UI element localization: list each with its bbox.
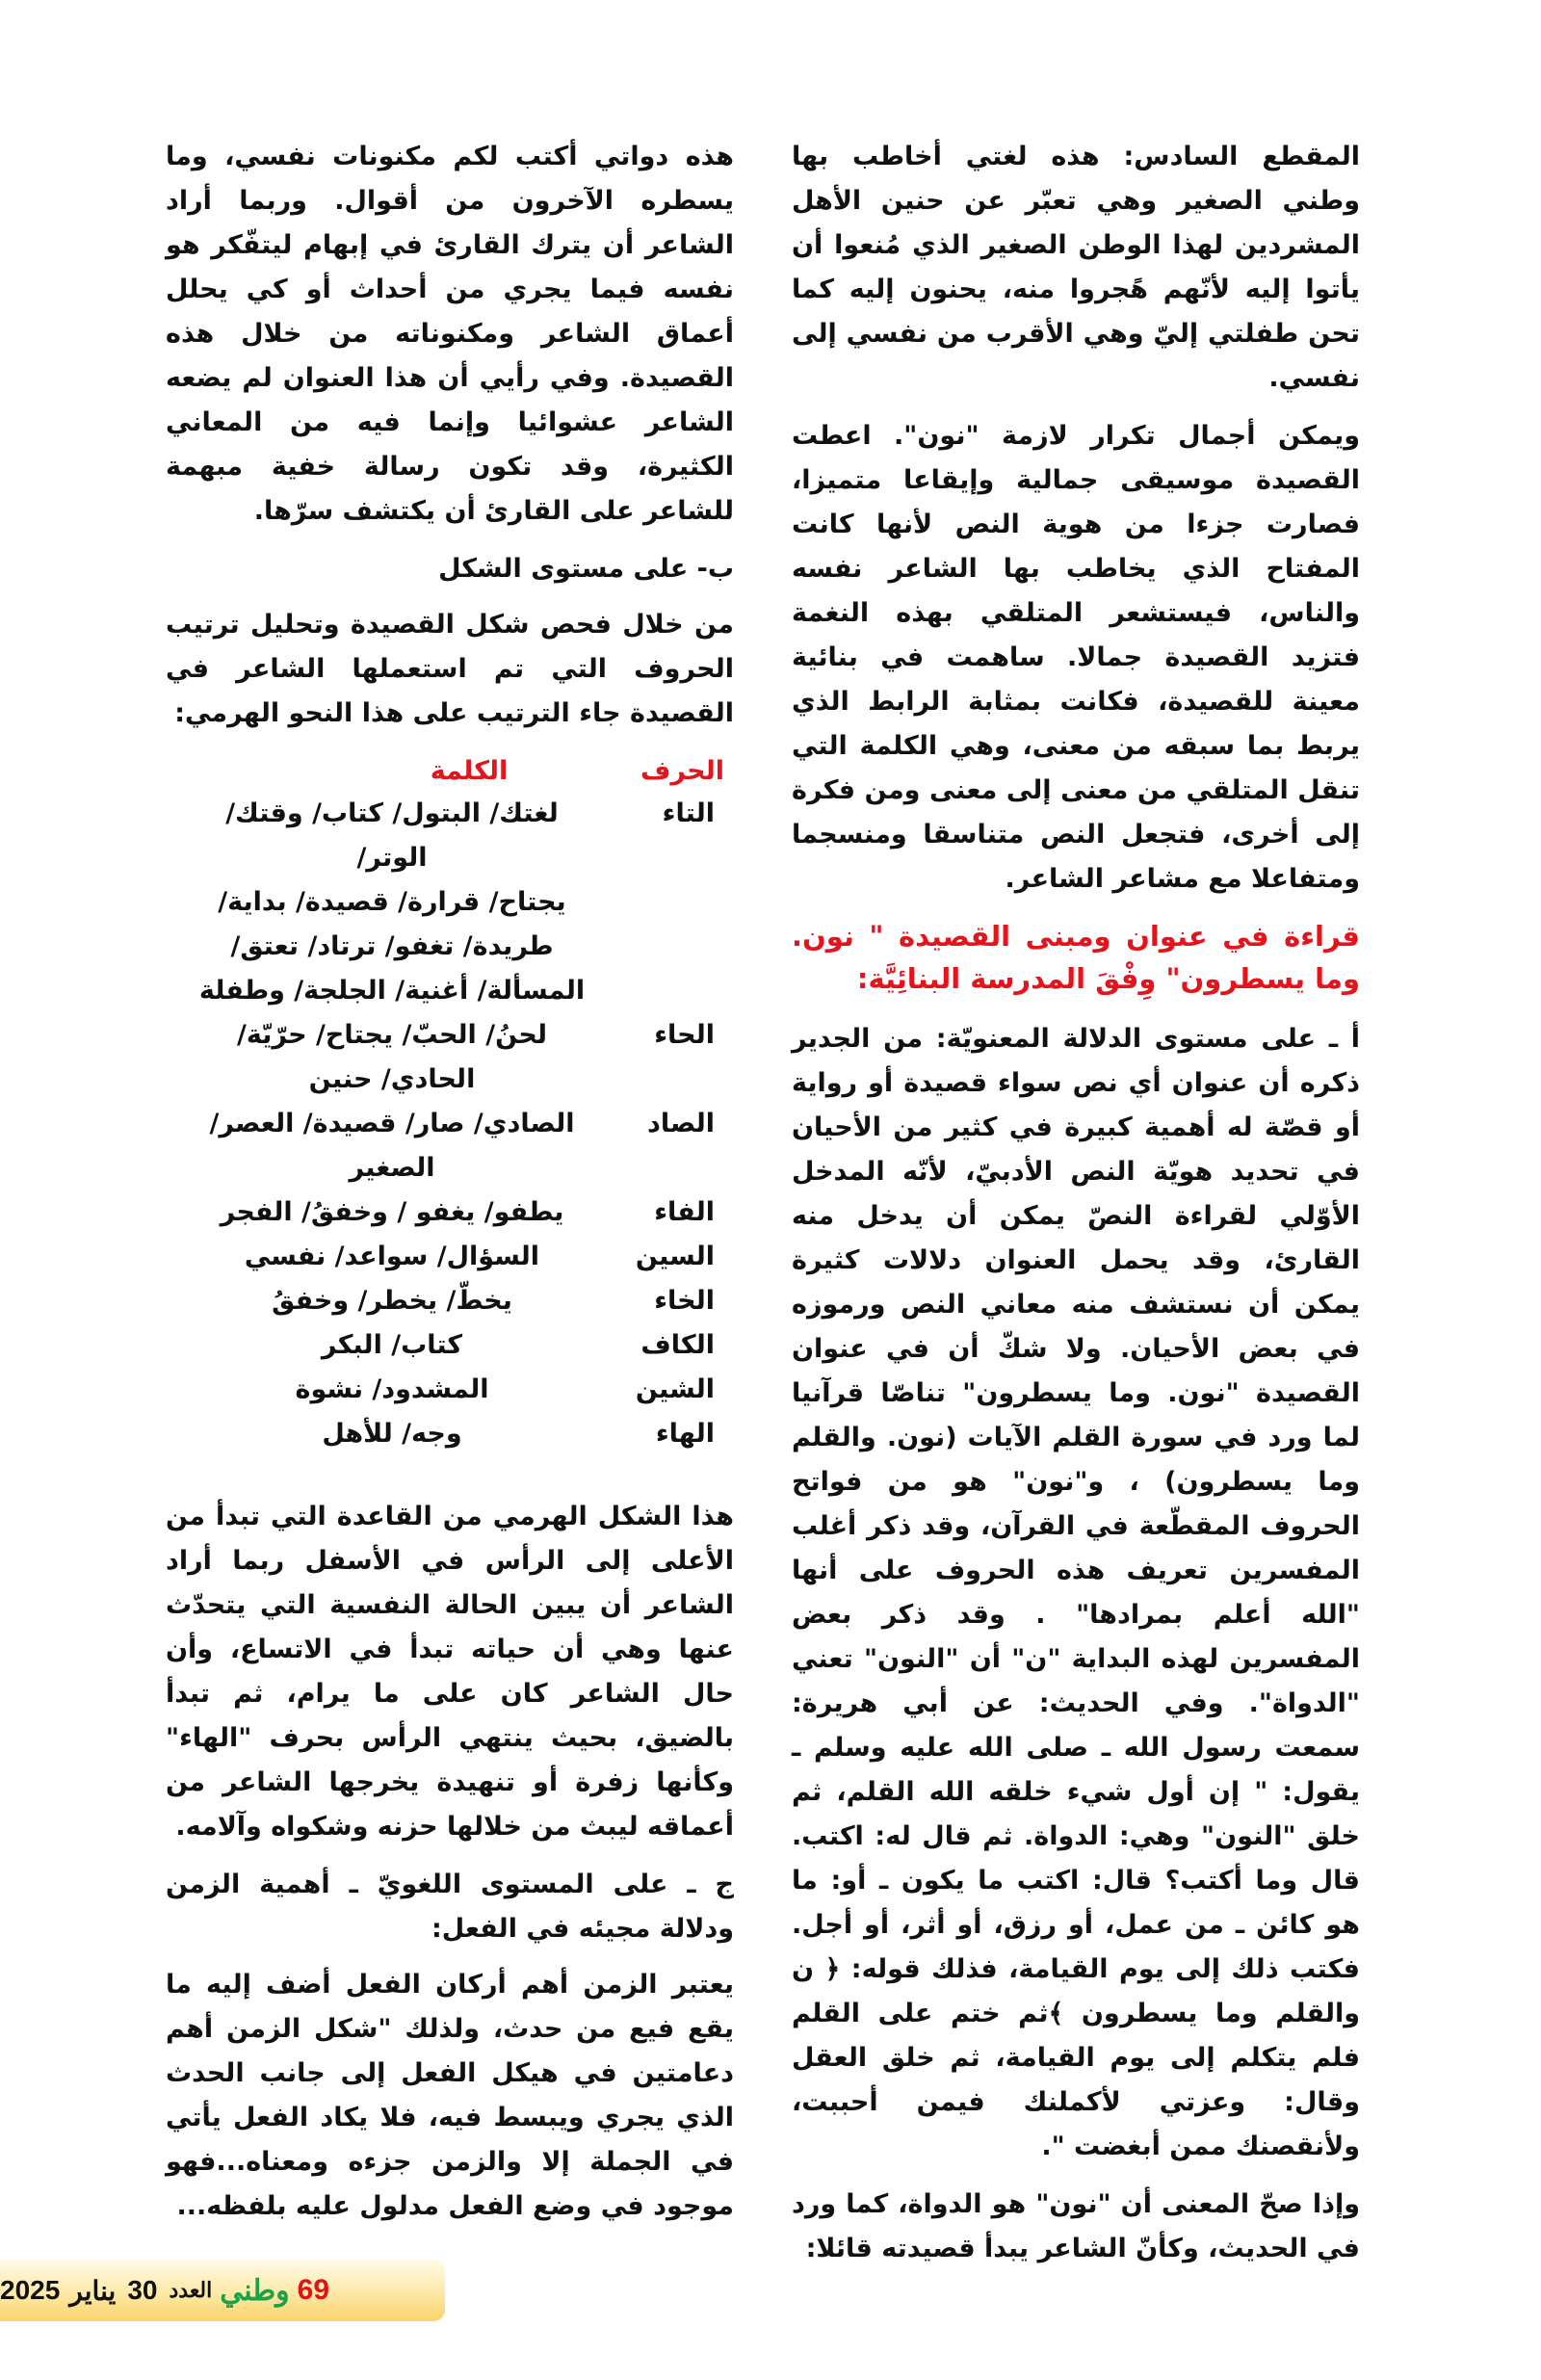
table-row bbox=[166, 1146, 734, 1190]
table-letter: السين bbox=[635, 1242, 715, 1271]
table-row bbox=[166, 792, 734, 880]
table-row bbox=[166, 1102, 734, 1146]
table-letter: التاء bbox=[662, 798, 715, 828]
table-letter bbox=[594, 1146, 734, 1190]
table-words: المسألة/ أغنية/ الجلجة/ وطفلة bbox=[198, 976, 586, 1006]
left-column bbox=[166, 135, 734, 2242]
table-row bbox=[166, 1058, 734, 1102]
table-letter bbox=[594, 925, 734, 969]
table-words: الحادي/ حنين bbox=[308, 1064, 476, 1094]
table-row bbox=[166, 1412, 734, 1456]
paragraph-time-in-verb: يعتبر الزمن أهم أركان الفعل أضف إليه ما يقع فيع من حدث، ولذلك "شكل الزمن أهم دعامتين في هيكل الفعل إلى جانب الحدث الذي يجري ويبسط فيه، فلا يكاد الفعل يأتي في الجملة إلا والزمن جزءه ومعناه...فهو موجود في وضع الفعل مدلول عليه بلفظه... bbox=[166, 1970, 734, 2221]
table-row bbox=[166, 1013, 734, 1058]
paragraph-inkwell-reading: هذه دواتي أكتب لكم مكنونات نفسي، وما يسطره الآخرون من أقوال. وربما أراد الشاعر أن يترك القارئ في إبهام ليتفّكر هو نفسه فيما يجري من أحداث أو كي يحلل أعماق الشاعر ومكنوناته من خلال هذه القصيدة. وفي رأيي أن هذا العنوان لم يضعه الشاعر عشوائيا وإنما فيه من المعاني الكثيرة، وقد تكون رسالة خفية مبهمة للشاعر على القارئ أن يكتشف سرّها. bbox=[166, 142, 734, 526]
magazine-brand: وطني bbox=[220, 2274, 290, 2307]
table-words: طريدة/ تغفو/ ترتاد/ تعتق/ bbox=[230, 931, 554, 961]
table-body bbox=[166, 792, 734, 1456]
table-letter bbox=[594, 969, 734, 1013]
table-words: لغتك/ البتول/ كتاب/ وقتك/ الوتر/ bbox=[225, 798, 559, 873]
table-words: يجتاح/ قرارة/ قصيدة/ بداية/ bbox=[218, 887, 566, 917]
paragraph-form-intro: من خلال فحص شكل القصيدة وتحليل ترتيب الحروف التي تم استعملها الشاعر في القصيدة جاء الترتيب على هذا النحو الهرمي: bbox=[166, 610, 734, 728]
page-number: 69 bbox=[297, 2274, 330, 2306]
paragraph-pyramid-shape: هذا الشكل الهرمي من القاعدة التي تبدأ من الأعلى إلى الرأس في الأسفل ربما أراد الشاعر أن يبين الحالة النفسية التي يتحدّث عنها وهي أن حياته تبدأ في الاتساع، وأن حال الشاعر كان على ما يرام، ثم تبدأ بالضيق، بحيث ينتهي الرأس بحرف "الهاء" وكأنها زفرة أو تنهيدة يخرجها الشاعر من أعماقه ليبث من خلالها حزنه وشكواه وآلامه. bbox=[166, 1502, 734, 1842]
table-row bbox=[166, 1190, 734, 1235]
table-row bbox=[166, 925, 734, 969]
table-row bbox=[166, 1368, 734, 1412]
table-row bbox=[166, 1279, 734, 1323]
section-heading: قراءة في عنوان ومبنى القصيدة " نون. وما يسطرون" وِفْقَ المدرسة البنائِيَّة: bbox=[792, 920, 1360, 995]
table-letter: الصاد bbox=[647, 1109, 715, 1138]
paragraph-inkwell-meaning: وإذا صحّ المعنى أن "نون" هو الدواة، كما ورد في الحديث، وكأنّ الشاعر يبدأ قصيدته قائلا: bbox=[792, 2189, 1360, 2263]
table-words: كتاب/ البكر bbox=[321, 1330, 463, 1360]
table-row bbox=[166, 880, 734, 925]
table-letter: الخاء bbox=[654, 1286, 715, 1316]
footer-band bbox=[0, 2260, 445, 2321]
table-letter: الكاف bbox=[640, 1330, 715, 1360]
issue-number: 30 bbox=[127, 2275, 158, 2305]
table-row bbox=[166, 1323, 734, 1368]
table-letter: الهاء bbox=[655, 1419, 715, 1449]
issue-year: 2025 bbox=[0, 2275, 61, 2305]
header-word: الكلمة bbox=[430, 756, 509, 786]
table-letter: الفاء bbox=[654, 1197, 715, 1227]
table-letter bbox=[594, 1058, 734, 1102]
table-letter: الشين bbox=[635, 1374, 715, 1404]
paragraph-sixth-section: المقطع السادس: هذه لغتي أخاطب بها وطني الصغير وهي تعبّر عن حنين الأهل المشردين لهذا الوطن الصغير الذي مُنعوا أن يأتوا إليه لأنّهم هًجروا منه، يحنون إليه كما تحن طفلتي إليّ وهي الأقرب من نفسي إلى نفسي. bbox=[792, 142, 1360, 393]
table-row bbox=[166, 1235, 734, 1279]
table-words: المشدود/ نشوة bbox=[295, 1374, 489, 1404]
subheading-linguistic-level: ج ـ على المستوى اللغويّ ـ أهمية الزمن ودلالة مجيئه في الفعل: bbox=[166, 1870, 734, 1944]
paragraph-semantic-level: أ ـ على مستوى الدلالة المعنويّة: من الجدير ذكره أن عنوان أي نص سواء قصيدة أو رواية أو قصّة له أهمية كبيرة في كثير من الأحيان في تحديد هويّة النص الأدبيّ، لأنّه المدخل الأوّلي لقراءة النصّ يمكن أن يدخل منه القارئ، وقد يحمل العنوان دلالات كثيرة يمكن أن نستشف منه معاني النص ورموزه في بعض الأحيان. ولا شكّ أن في عنوان القصيدة "نون. وما يسطرون" تناصّا قرآنيا لما ورد في سورة القلم الآيات (نون. والقلم وما يسطرون) ، و"نون" هو من فواتح الحروف المقطّعة في القرآن، وقد ذكر أغلب المفسرين تعريف هذه الحروف على أنها "الله أعلم بمرادها" . وقد ذكر بعض المفسرين لهذه البداية "ن" أن "النون" تعني "الدواة". وفي الحديث: عن أبي هريرة: سمعت رسول الله ـ صلى الله عليه وسلم ـ يقول: " إن أول شيء خلقه الله القلم، ثم خلق "النون" وهي: الدواة. ثم قال له: اكتب. قال وما أكتب؟ قال: اكتب ما يكون ـ أو: ما هو كائن ـ من عمل، أو رزق، أو أثر، أو أجل. فكتب ذلك إلى يوم القيامة، فذلك قوله: ﴿ ن والقلم وما يسطرون ﴾ثم ختم على القلم فلم يتكلم إلى يوم القيامة، ثم خلق العقل وقال: وعزتي لأكملنك فيمن أحببت، ولأنقصنك ممن أبغضت ". bbox=[792, 1024, 1360, 2161]
table-words: يخطّ/ يخطر/ وخفقُ bbox=[272, 1286, 512, 1316]
table-words: يطفو/ يغفو / وخفقُ/ الفجر bbox=[220, 1197, 564, 1227]
table-words: الصادي/ صار/ قصيدة/ العصر/ bbox=[209, 1109, 575, 1138]
table-words: وجه/ للأهل bbox=[322, 1419, 462, 1449]
table-words: لحنُ/ الحبّ/ يجتاح/ حرّيّة/ bbox=[237, 1020, 547, 1050]
table-words: السؤال/ سواعد/ نفسي bbox=[244, 1242, 540, 1271]
letters-table bbox=[166, 749, 734, 1456]
table-letter: الحاء bbox=[654, 1020, 715, 1050]
paragraph-refrain-noon: ويمكن أجمال تكرار لازمة "نون". اعطت القصيدة موسيقى جمالية وإيقاعا متميزا، فصارت جزءا من هوية النص لأنها كانت المفتاح الذي يخاطب بها الشاعر نفسه والناس، فيستشعر المتلقي بهذه النغمة فتزيد القصيدة جمالا. ساهمت في بنائية معينة للقصيدة، فكانت بمثابة الرابط الذي يربط بما سبقه من معنى، وهي الكلمة التي تنقل المتلقي من معنى إلى معنى ومن فكرة إلى أخرى، فتجعل النص متناسقا ومنسجما ومتفاعلا مع مشاعر الشاعر. bbox=[792, 421, 1360, 894]
subheading-form-level: ب- على مستوى الشكل bbox=[438, 554, 734, 584]
table-letter bbox=[594, 880, 734, 925]
header-letter: الحرف bbox=[640, 756, 724, 786]
table-words: الصغير bbox=[349, 1153, 435, 1183]
table-row bbox=[166, 969, 734, 1013]
issue-label: العدد bbox=[169, 2278, 213, 2302]
right-column bbox=[792, 135, 1360, 2285]
issue-month: يناير bbox=[69, 2275, 117, 2306]
table-header bbox=[166, 749, 734, 792]
